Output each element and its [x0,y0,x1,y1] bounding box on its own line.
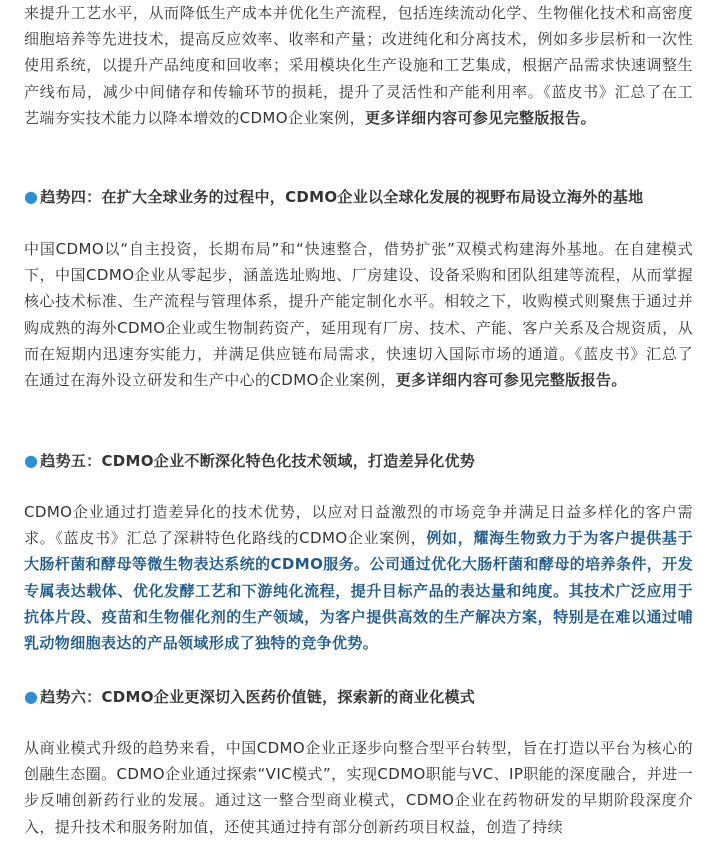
bullet-dot-icon: ● [24,187,39,206]
paragraph-text: 中国CDMO以“自主投资，长期布局”和“快速整合，借势扩张”双模式构建海外基地。在自建模式下，中国CDMO企业从零起步，涵盖选址购地、厂房建设、设备采购和团队组建等流程，从而掌握核心技术标准、生产流程与管理体系，提升产能定制化水平。相较之下，收购模式则聚焦于通过并购成熟的海外CDMO企业或生物制药资产，延用现有厂房、技术、产能、客户关系及合规资质，从而在短期内迅速夯实能力，并满足供应链布局需求，快速切入国际市场的通道。《蓝皮书》汇总了在通过在海外设立研发和生产中心的CDMO企业案例， [24,240,693,390]
trend-four-heading [24,184,693,210]
paragraph-text: CDMO企业通过打造差异化的技术优势，以应对日益激烈的市场竞争并满足日益多样化的客户需求。《蓝皮书》汇总了深耕特色化路线的CDMO企业案例， [24,503,693,548]
trend-five-heading [24,448,693,474]
heading-text: 趋势六：CDMO企业更深切入医药价值链，探索新的商业化模式 [40,688,476,706]
paragraph-differentiation [24,499,693,656]
bullet-dot-icon: ● [24,451,39,470]
trend-six-heading [24,684,693,710]
paragraph-business-model [24,735,693,840]
paragraph-overseas-bases [24,236,693,393]
heading-text: 趋势五：CDMO企业不断深化特色化技术领域，打造差异化优势 [40,452,476,470]
bullet-dot-icon: ● [24,687,39,706]
case-example-highlight: 例如，耀海生物致力于为客户提供基于大肠杆菌和酵母等微生物表达系统的CDMO服务。公司通过优化大肠杆菌和酵母的培养条件，开发专属表达载体、优化发酵工艺和下游纯化流程，提升目标产品的表达量和纯度。其技术广泛应用于抗体片段、疫苗和生物催化剂的生产领域，为客户提供高效的生产解决方案，特别是在难以通过哺乳动物细胞表达的产品领域形成了独特的竞争优势。 [24,529,693,653]
paragraph-process-technology [24,0,693,131]
paragraph-text: 来提升工艺水平，从而降低生产成本并优化生产流程，包括连续流动化学、生物催化技术和高密度细胞培养等先进技术，提高反应效率、收率和产量；改进纯化和分离技术，例如多步层析和一次性使用系统，以提升产品纯度和回收率；采用模块化生产设施和工艺集成，根据产品需求快速调整生产线布局，减少中间储存和传输环节的损耗，提升了灵活性和产能利用率。《蓝皮书》汇总了在工艺端夯实技术能力以降本增效的CDMO企业案例， [24,4,693,127]
paragraph-text: 从商业模式升级的趋势来看，中国CDMO企业正逐步向整合型平台转型，旨在打造以平台为核心的创融生态圈。CDMO企业通过探索“VIC模式”，实现CDMO职能与VC、IP职能的深度融合，并进一步反哺创新药行业的发展。通过这一整合型商业模式，CDMO企业在药物研发的早期阶段深度介入，提升技术和服务附加值，还使其通过持有部分创新药项目权益，创造了持续 [24,739,693,836]
heading-text: 趋势四：在扩大全球业务的过程中，CDMO企业以全球化发展的视野布局设立海外的基地 [40,188,644,206]
full-report-note: 更多详细内容可参见完整版报告。 [395,371,627,390]
full-report-note: 更多详细内容可参见完整版报告。 [364,108,596,127]
